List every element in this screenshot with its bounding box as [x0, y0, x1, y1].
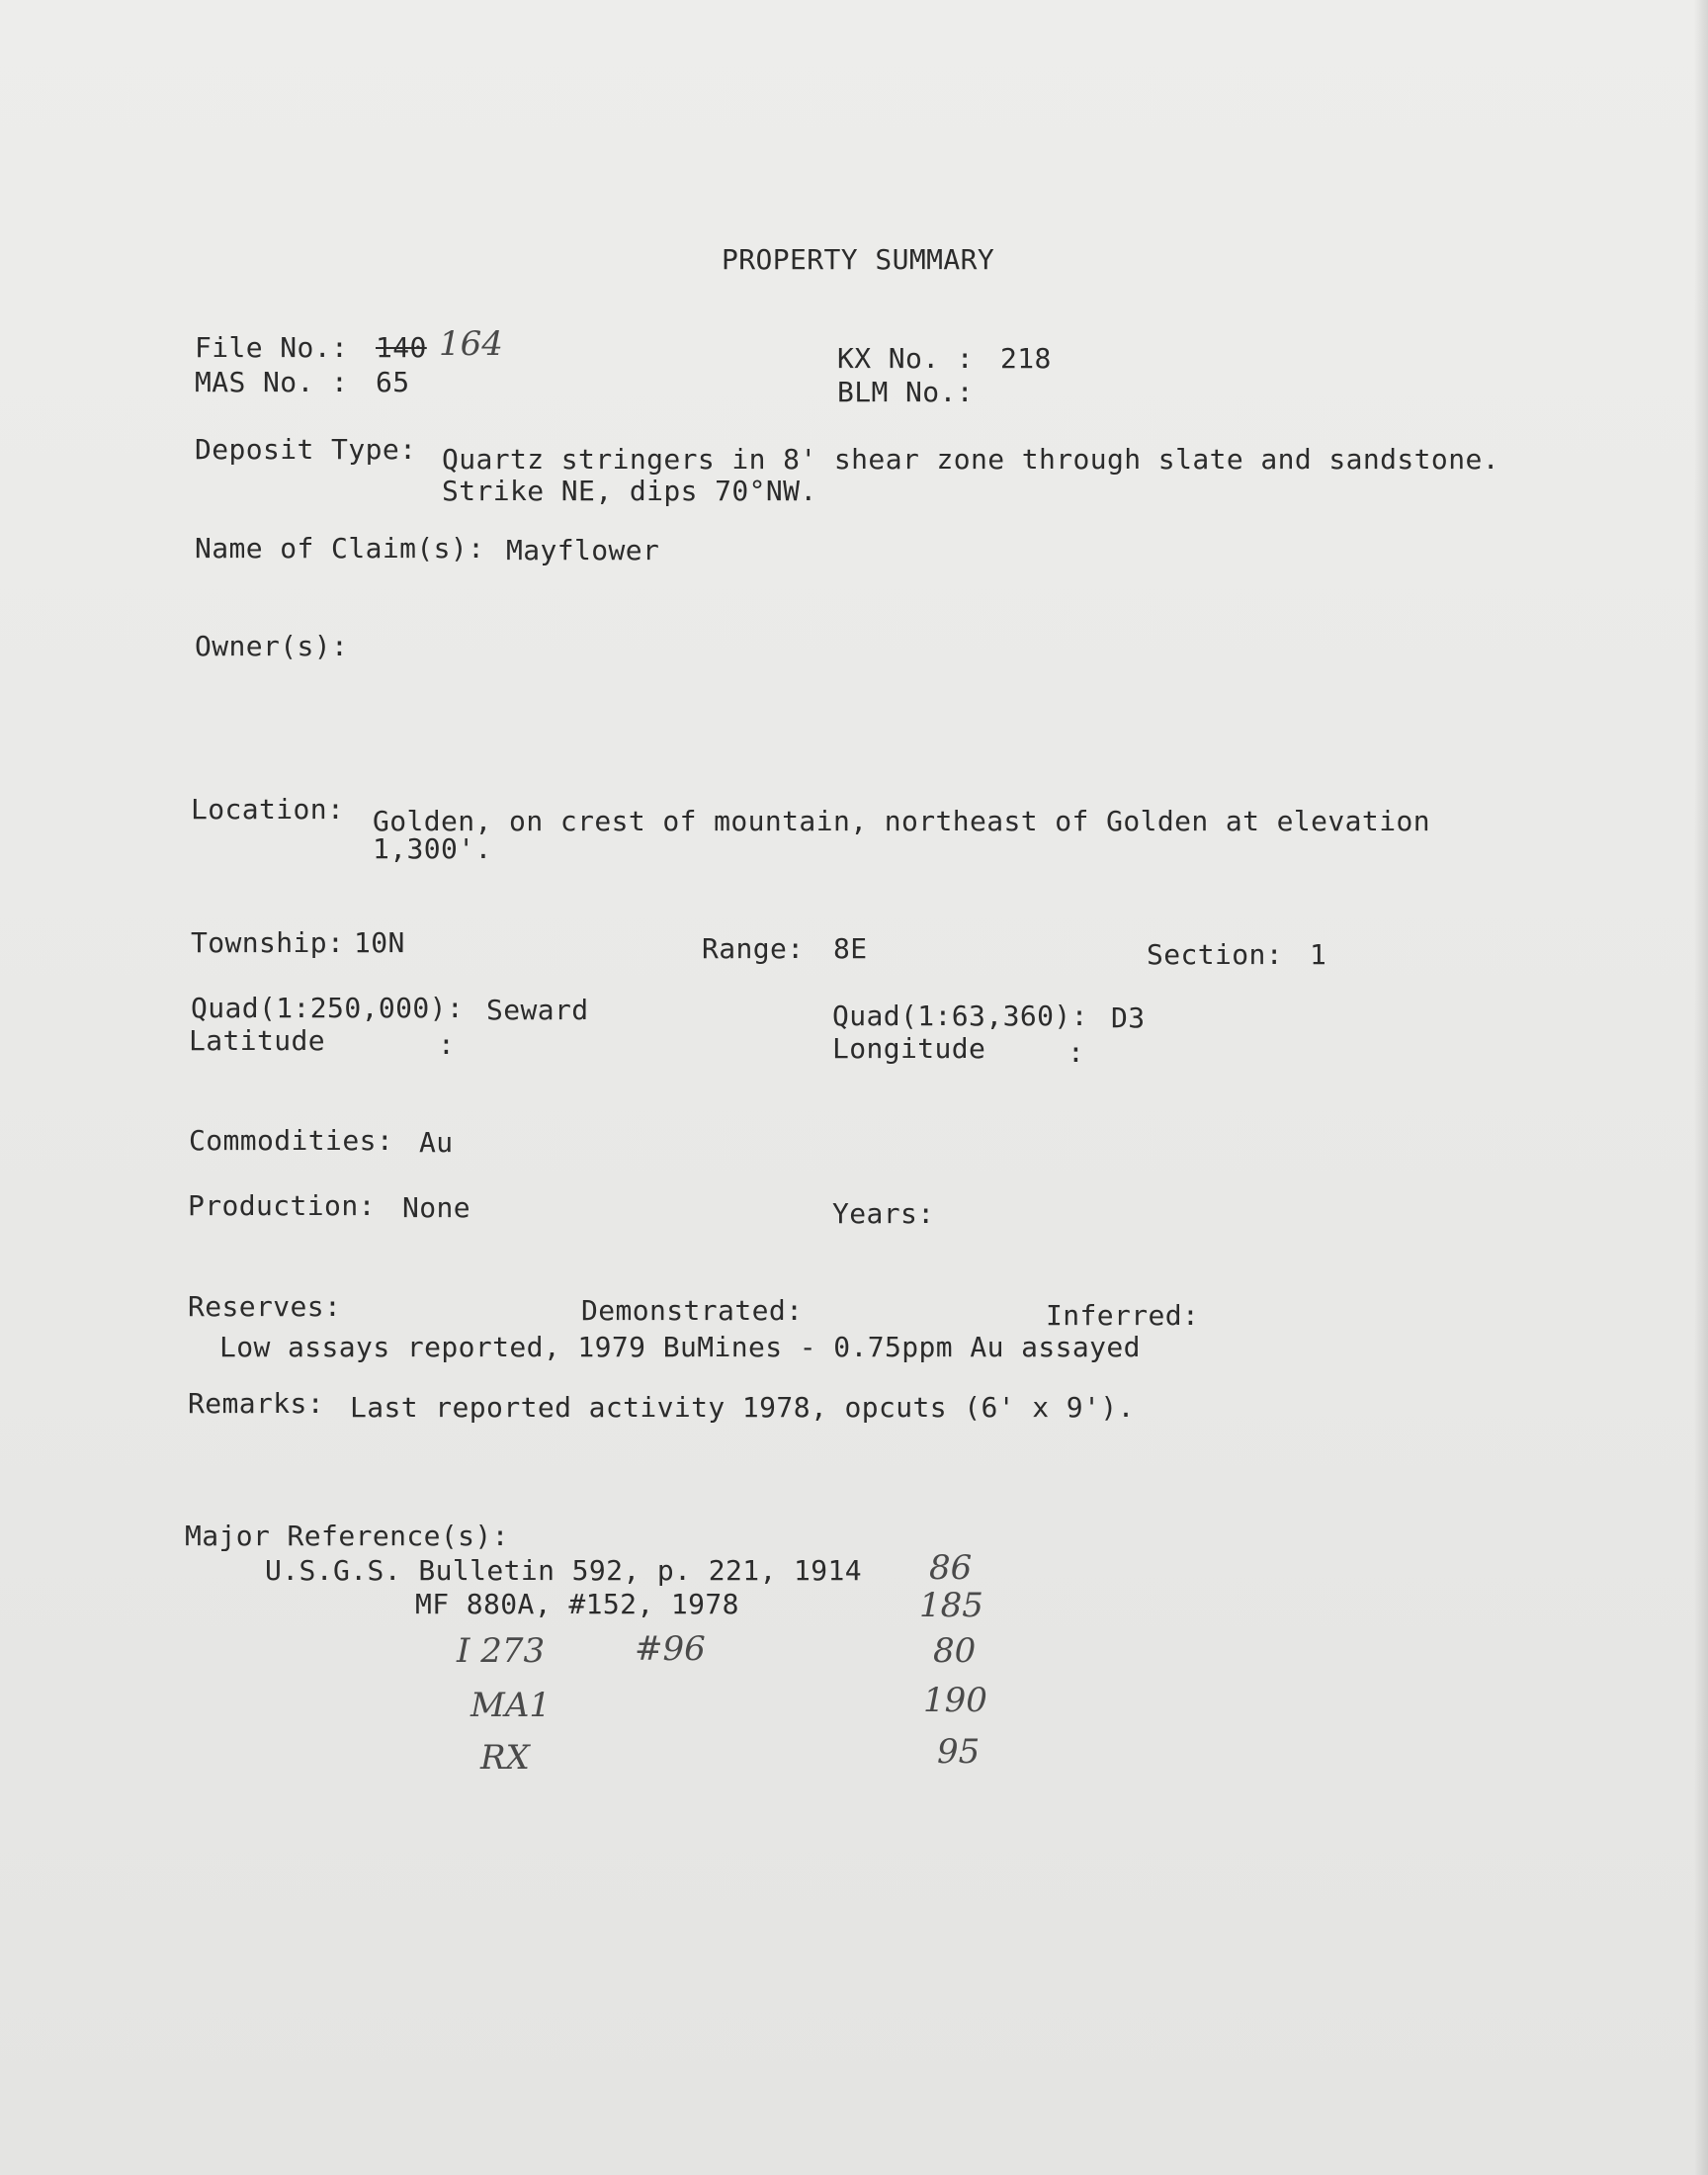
reference-handwritten-86: 86 — [929, 1548, 973, 1588]
longitude-sep: : — [1068, 1036, 1085, 1069]
reserves-note: Low assays reported, 1979 BuMines - 0.75ppm Au assayed — [219, 1331, 1141, 1363]
production-label: Production: — [188, 1189, 376, 1222]
deposit-type-line1: Quartz stringers in 8' shear zone through slate and sandstone. — [442, 443, 1499, 476]
reserves-inferred-label: Inferred: — [1046, 1299, 1200, 1332]
remarks-label: Remarks: — [188, 1387, 325, 1420]
range-value: 8E — [833, 932, 868, 965]
reference-handwritten-ma1: MA1 — [470, 1686, 551, 1725]
owners-label: Owner(s): — [195, 630, 349, 662]
blm-no-label: BLM No.: — [837, 376, 975, 408]
township-value: 10N — [354, 926, 405, 959]
references-label: Major Reference(s): — [185, 1520, 509, 1552]
quad-63k-value: D3 — [1111, 1001, 1146, 1034]
kx-no-label: KX No. : — [837, 342, 975, 375]
latitude-sep: : — [438, 1028, 456, 1061]
reserves-label: Reserves: — [188, 1290, 342, 1323]
remarks-value: Last reported activity 1978, opcuts (6' x 9'). — [350, 1391, 1135, 1424]
quad-250k-label: Quad(1:250,000): — [191, 992, 465, 1024]
section-label: Section: — [1147, 938, 1284, 971]
reserves-demonstrated-label: Demonstrated: — [581, 1294, 804, 1327]
deposit-type-line2: Strike NE, dips 70°NW. — [442, 475, 817, 507]
range-label: Range: — [702, 932, 805, 965]
section-value: 1 — [1310, 938, 1327, 971]
page-edge-shadow — [1694, 0, 1708, 2175]
latitude-label: Latitude — [189, 1024, 326, 1057]
reference-handwritten-80: 80 — [933, 1631, 977, 1671]
reference-handwritten-rx: RX — [480, 1738, 530, 1778]
reference-handwritten-185: 185 — [919, 1586, 983, 1625]
commodities-label: Commodities: — [189, 1124, 394, 1157]
reference-handwritten-96: #96 — [635, 1629, 706, 1669]
reference-handwritten-i273: I 273 — [457, 1631, 546, 1671]
years-label: Years: — [832, 1197, 935, 1230]
file-no-handwritten-value: 164 — [439, 324, 503, 364]
location-line2: 1,300'. — [373, 832, 492, 865]
claims-label: Name of Claim(s): — [195, 532, 485, 565]
township-label: Township: — [191, 926, 345, 959]
quad-250k-value: Seward — [486, 994, 589, 1026]
kx-no-value: 218 — [1000, 342, 1052, 375]
deposit-type-label: Deposit Type: — [195, 433, 417, 466]
reference-typed-2: MF 880A, #152, 1978 — [415, 1588, 739, 1620]
mas-no-label: MAS No. : — [195, 366, 349, 398]
file-no-label: File No.: — [195, 331, 349, 364]
production-value: None — [402, 1191, 471, 1224]
claims-value: Mayflower — [506, 534, 660, 566]
longitude-label: Longitude — [832, 1032, 986, 1065]
location-label: Location: — [191, 793, 345, 826]
reference-handwritten-190: 190 — [923, 1681, 987, 1720]
location-line1: Golden, on crest of mountain, northeast of Golden at elevation — [373, 805, 1430, 837]
mas-no-value: 65 — [376, 366, 410, 398]
page-title: PROPERTY SUMMARY — [722, 243, 995, 276]
reference-typed-1: U.S.G.S. Bulletin 592, p. 221, 1914 — [265, 1554, 863, 1587]
file-no-struck-value: 140 — [376, 331, 427, 364]
reference-handwritten-95: 95 — [937, 1732, 981, 1772]
quad-63k-label: Quad(1:63,360): — [832, 1000, 1088, 1032]
commodities-value: Au — [419, 1126, 454, 1159]
